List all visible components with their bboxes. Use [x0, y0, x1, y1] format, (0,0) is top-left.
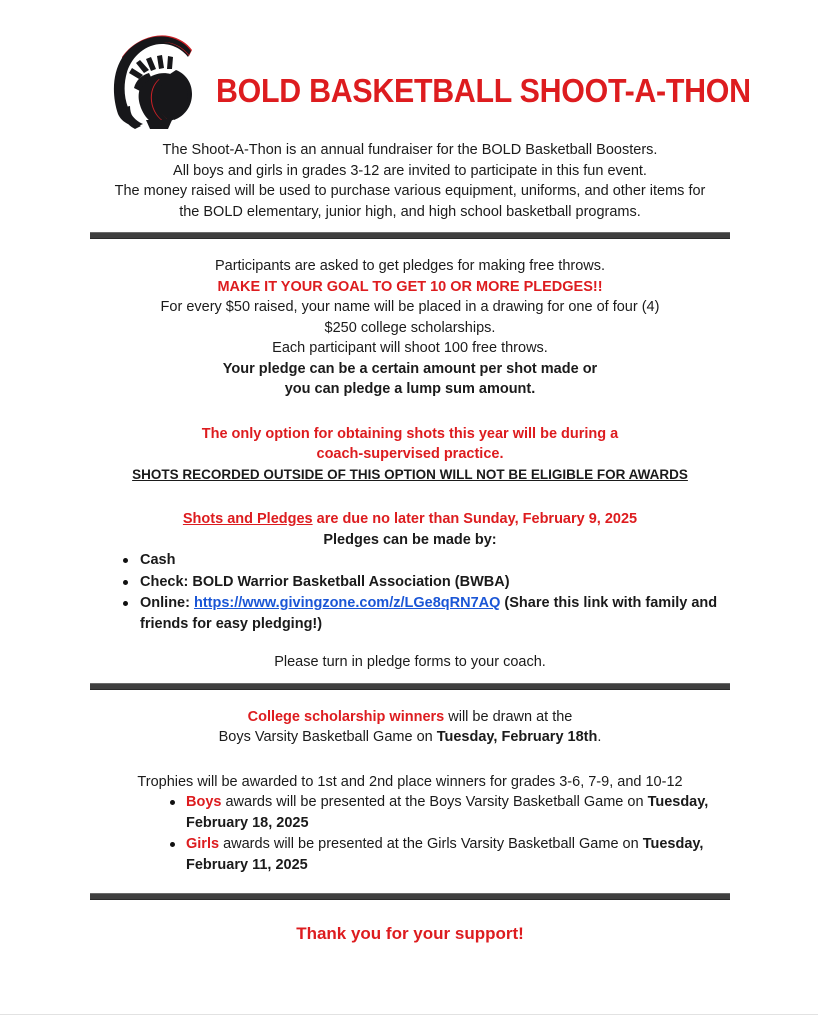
pledge-goal: MAKE IT YOUR GOAL TO GET 10 OR MORE PLEDGES!!: [217, 278, 603, 295]
due-rest: are due no later than Sunday, February 9, 2025: [312, 511, 638, 527]
pledge-line-3: For every $50 raised, your name will be placed in a drawing for one of four (4): [160, 299, 660, 315]
trophies-block: [90, 772, 730, 793]
shots-option-line-1: The only option for obtaining shots this year will be during a: [201, 425, 619, 442]
boys-emphasis: Boys: [186, 794, 222, 810]
girls-award-date: Tuesday, February 11, 2025: [186, 836, 704, 873]
trophies-intro: Trophies will be awarded to 1st and 2nd place winners for grades 3-6, 7-9, and 10-12: [137, 773, 683, 790]
bullet-dot-icon: [170, 800, 175, 805]
intro-line-2: All boys and girls in grades 3-12 are invited to participate in this fun event.: [173, 162, 647, 179]
list-item-cash: [90, 550, 730, 571]
spacer: [90, 690, 730, 707]
spacer: [90, 876, 730, 893]
scholarship-game-suffix: .: [597, 729, 602, 745]
thank-you-block: [90, 924, 730, 945]
giving-zone-link[interactable]: https://www.givingzone.com/z/LGe8qRN7AQ: [193, 595, 501, 611]
intro-line-1: The Shoot-A-Thon is an annual fundraiser for the BOLD Basketball Boosters.: [162, 142, 658, 158]
scholarship-game-date: Tuesday, February 18th: [436, 729, 598, 745]
boys-award-text: awards will be presented at the Boys Varsity Basketball Game on: [221, 794, 648, 810]
payment-options-list: [90, 550, 730, 634]
pledge-line-7: you can pledge a lump sum amount.: [284, 381, 536, 397]
payment-option-prefix: Online:: [140, 595, 194, 611]
due-emphasis: Shots and Pledges: [182, 511, 313, 527]
due-date-block: [90, 509, 730, 550]
due-date-line: [90, 509, 730, 530]
girls-award-text: awards will be presented at the Girls Varsity Basketball Game on: [219, 836, 643, 852]
pledge-info-block: [90, 256, 730, 400]
list-item-boys-awards: [90, 792, 730, 833]
boys-award-date: Tuesday, February 18, 2025: [186, 794, 709, 831]
intro-line-4: the BOLD elementary, junior high, and high school basketball programs.: [179, 203, 641, 220]
bullet-dot-icon: [123, 580, 128, 585]
scholarship-game-prefix: Boys Varsity Basketball Game on: [218, 729, 437, 745]
shots-warning: SHOTS RECORDED OUTSIDE OF THIS OPTION WILL NOT BE ELIGIBLE FOR AWARDS: [132, 466, 688, 482]
scholarship-rest: will be drawn at the: [444, 708, 573, 725]
spacer: [90, 485, 730, 509]
payment-option-label: Cash: [140, 552, 176, 568]
shots-option-block: [90, 424, 730, 486]
flyer-content: [90, 0, 751, 945]
bullet-dot-icon: [123, 601, 128, 606]
pledge-line-4: $250 college scholarships.: [324, 319, 496, 336]
scholarship-emphasis: College scholarship winners: [247, 708, 445, 725]
intro-line-3: The money raised will be used to purchase various equipment, uniforms, and other items for: [114, 183, 706, 199]
pledge-line-6: Your pledge can be a certain amount per shot made or: [222, 360, 598, 377]
payment-option-label: Check: BOLD Warrior Basketball Association (BWBA): [140, 573, 510, 590]
turn-in-text: Please turn in pledge forms to your coach.: [274, 654, 546, 670]
divider-3: [90, 893, 730, 900]
shots-option-line-2: coach-supervised practice.: [316, 446, 504, 462]
pledges-made-by-heading: Pledges can be made by:: [323, 531, 497, 548]
flyer-header: [90, 0, 751, 140]
spartan-helmet-icon: [106, 30, 202, 134]
awards-list: [90, 792, 730, 875]
scholarship-block: [90, 707, 730, 748]
page-bottom-rule: [0, 1014, 818, 1015]
intro-block: [90, 140, 730, 222]
spacer: [90, 239, 730, 256]
scholarship-line-1: [90, 707, 730, 728]
list-item-check: [90, 572, 730, 593]
list-item-girls-awards: [90, 834, 730, 875]
page-title: BOLD BASKETBALL SHOOT-A-THON: [216, 72, 751, 109]
divider-2: [90, 683, 730, 690]
pledge-line-1: Participants are asked to get pledges for making free throws.: [214, 258, 606, 274]
girls-emphasis: Girls: [186, 836, 220, 852]
pledge-line-5: Each participant will shoot 100 free throws.: [272, 340, 548, 356]
turn-in-block: [90, 652, 730, 673]
list-item-online: [90, 593, 730, 634]
bullet-dot-icon: [170, 842, 175, 847]
spacer: [90, 400, 730, 424]
spacer: [90, 635, 730, 652]
payment-option-suffix: (Share this link with family and friends for easy pledging!): [140, 595, 718, 632]
scholarship-line-2: [90, 727, 730, 748]
spacer: [90, 900, 730, 924]
spacer: [90, 673, 730, 683]
bullet-dot-icon: [123, 558, 128, 563]
spacer: [90, 222, 730, 232]
thank-you-text: Thank you for your support!: [296, 924, 524, 943]
spacer: [90, 748, 730, 772]
divider-1: [90, 232, 730, 239]
